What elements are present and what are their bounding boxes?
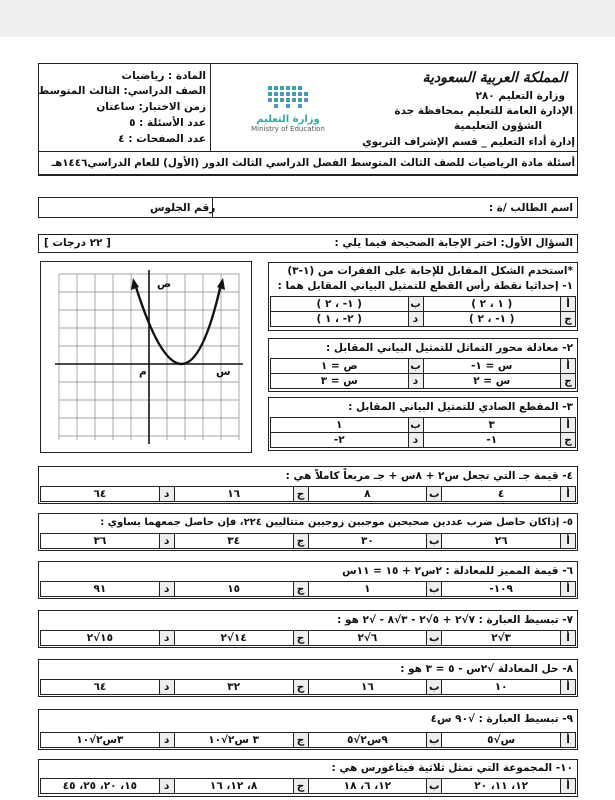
q10-letter-b: ب xyxy=(427,779,442,794)
q9-option-a[interactable]: س√٥ xyxy=(442,733,561,748)
parabola-graph-svg xyxy=(41,262,251,452)
administration-label: الإدارة العامة للتعليم بمحافظة جدة xyxy=(394,105,573,117)
q7-letter-b: ب xyxy=(427,631,442,646)
q4-letter-b: ب xyxy=(427,487,442,502)
q10-option-a[interactable]: ١٢، ١١، ٢٠ xyxy=(442,779,561,794)
time-label: زمن الاختبار: ساعتان xyxy=(96,101,206,113)
q1-option-a[interactable]: ( ١ ، ٢ ) xyxy=(423,297,561,312)
header-divider-2 xyxy=(38,175,578,176)
logo-arabic-text: وزارة التعليم xyxy=(256,114,320,125)
q2-option-c[interactable]: س = ٢ xyxy=(423,374,561,389)
q3-option-c[interactable]: ١- xyxy=(423,433,561,448)
q4-letter-c: ج xyxy=(293,487,308,502)
q5-letter-b: ب xyxy=(427,534,442,549)
q6-option-b[interactable]: ١ xyxy=(308,582,427,597)
q9-letter-b: ب xyxy=(427,733,442,748)
q1-letter-b: ب xyxy=(408,297,423,312)
q5-option-c[interactable]: ٣٤ xyxy=(174,534,293,549)
q3-letter-d: د xyxy=(408,433,423,448)
q3-option-d[interactable]: ٢- xyxy=(271,433,409,448)
subject-label: المادة : رياضيات xyxy=(121,70,206,82)
q10-letter-c: ج xyxy=(293,779,308,794)
q5-options xyxy=(40,533,576,549)
header-divider-vertical xyxy=(210,63,211,151)
q4-option-d[interactable]: ٦٤ xyxy=(41,487,160,502)
q3-option-a[interactable]: ٣ xyxy=(423,418,561,433)
q6-option-a[interactable]: ١٠٩- xyxy=(442,582,561,597)
graph-origin-label: م xyxy=(139,366,147,378)
q10-option-c[interactable]: ٨، ١٢، ١٦ xyxy=(174,779,293,794)
q9-letter-c: ج xyxy=(293,733,308,748)
pages-count-label: عدد الصفحات : ٤ xyxy=(118,133,206,145)
q6-text: ٦- قيمة المميز للمعادلة : ٢س٢ + ١٥ = ١١س xyxy=(342,565,573,577)
q5-option-d[interactable]: ٣٦ xyxy=(41,534,160,549)
q10-option-b[interactable]: ١٢، ٦، ١٨ xyxy=(308,779,427,794)
q8-letter-d: د xyxy=(159,680,174,695)
q8-option-d[interactable]: ٦٤ xyxy=(41,680,160,695)
q3-letter-c: ج xyxy=(561,433,576,448)
q10-letter-a: أ xyxy=(561,779,576,794)
logo-english-text: Ministry of Education xyxy=(251,125,325,133)
q1-option-d[interactable]: ( ٢- ، ١ ) xyxy=(271,312,409,327)
q6-options xyxy=(40,581,576,597)
q4-options xyxy=(40,486,576,502)
graph-x-label: س xyxy=(216,366,231,378)
q2-letter-b: ب xyxy=(408,359,423,374)
q4-letter-a: أ xyxy=(561,487,576,502)
q9-option-b[interactable]: ٩س٢√٥ xyxy=(308,733,427,748)
grade-label: الصف الدراسي: الثالث المتوسط xyxy=(38,85,206,97)
q2-letter-c: ج xyxy=(561,374,576,389)
q2-option-b[interactable]: ص = ١ xyxy=(271,359,409,374)
q1-letter-a: أ xyxy=(561,297,576,312)
q1-letter-c: ج xyxy=(561,312,576,327)
q3-text: ٣- المقطع الصادي للتمثيل البياني المقابل : xyxy=(348,401,573,413)
q8-letter-a: أ xyxy=(561,680,576,695)
q8-letter-c: ج xyxy=(293,680,308,695)
q10-letter-d: د xyxy=(159,779,174,794)
q5-letter-a: أ xyxy=(561,534,576,549)
q7-text: ٧- تبسيط العبارة : ٧√٢ + ٥√٢ - ٣√٨ - √٢ هو : xyxy=(337,614,573,626)
q3-option-b[interactable]: ١ xyxy=(271,418,409,433)
ministry-logo-icon xyxy=(238,82,338,110)
q8-option-a[interactable]: ١٠ xyxy=(442,680,561,695)
q6-option-d[interactable]: ٩١ xyxy=(41,582,160,597)
affairs-label: الشؤون التعليمية xyxy=(454,120,542,132)
q6-letter-a: أ xyxy=(561,582,576,597)
header-divider-1 xyxy=(38,151,578,152)
q5-text: ٥- إذاكان حاصل ضرب عددين صحيحين موجبين زوجيين متتاليين ٢٢٤، فإن حاصل جمعهما يساوي : xyxy=(100,517,573,528)
section1-title: السؤال الأول: اختر الإجابة الصحيحة فيما يلي : xyxy=(334,237,573,249)
q3-letter-a: أ xyxy=(561,418,576,433)
q10-option-d[interactable]: ١٥، ٢٠، ٢٥، ٤٥ xyxy=(41,779,160,794)
q9-options xyxy=(40,732,576,748)
q2-text: ٢- معادلة محور التماثل للتمثيل البياني المقابل : xyxy=(326,342,573,354)
q2-options xyxy=(270,358,576,389)
q7-letter-c: ج xyxy=(293,631,308,646)
browser-top-bar xyxy=(0,0,615,37)
q9-letter-d: د xyxy=(159,733,174,748)
q7-option-a[interactable]: ٣√٢ xyxy=(442,631,561,646)
q4-option-c[interactable]: ١٦ xyxy=(174,487,293,502)
graph-y-label: ص xyxy=(157,278,172,290)
q5-option-b[interactable]: ٣٠ xyxy=(308,534,427,549)
q7-letter-a: أ xyxy=(561,631,576,646)
q2-option-a[interactable]: س = ١- xyxy=(423,359,561,374)
ministry-logo xyxy=(238,82,338,133)
q6-letter-d: د xyxy=(159,582,174,597)
q9-letter-a: أ xyxy=(561,733,576,748)
exam-title: أسئلة مادة الرياضيات للصف الثالث المتوسط الفصل الدراسي الثالث الدور (الأول) للعام الدراسي١٤٤٦هـ xyxy=(51,157,575,169)
q5-option-a[interactable]: ٢٦ xyxy=(442,534,561,549)
q4-option-a[interactable]: ٤ xyxy=(442,487,561,502)
questions-count-label: عدد الأسئلة : ٥ xyxy=(129,117,206,129)
q7-option-c[interactable]: ١٤√٢ xyxy=(174,631,293,646)
section1-intro: *استخدم الشكل المقابل للإجابة على الفقرات من (١-٣) xyxy=(287,265,573,277)
q9-text: ٩- تبسيط العبارة : √٩٠ س٤ xyxy=(430,713,573,725)
student-name-label: اسم الطالب /ة : xyxy=(488,202,573,214)
q7-letter-d: د xyxy=(159,631,174,646)
department-label: إدارة أداء التعليم _ قسم الإشراف التربوي xyxy=(362,136,575,148)
q1-options xyxy=(270,296,576,327)
parabola-graph xyxy=(40,261,252,453)
q2-letter-d: د xyxy=(408,374,423,389)
q8-text: ٨- حل المعادلة √٢س - ٥ = ٣ هو : xyxy=(400,663,573,675)
q1-option-b[interactable]: ( ١- ، ٢ ) xyxy=(271,297,409,312)
q8-option-b[interactable]: ١٦ xyxy=(308,680,427,695)
q4-text: ٤- قيمة جـ التي تجعل س٢ + ٨س + جـ مربعاً كاملاً هي : xyxy=(285,470,573,482)
q9-option-d[interactable]: ٣س٢√١٠ xyxy=(41,733,160,748)
q2-option-d[interactable]: س = ٣ xyxy=(271,374,409,389)
parabola-curve xyxy=(135,284,221,364)
q3-options xyxy=(270,417,576,448)
q7-option-b[interactable]: ٦√٢ xyxy=(308,631,427,646)
q6-option-c[interactable]: ١٥ xyxy=(174,582,293,597)
ministry-label: وزارة التعليم ٢٨٠ xyxy=(475,90,565,102)
q9-option-c[interactable]: ٣ س٢√١٠ xyxy=(174,733,293,748)
q1-letter-d: د xyxy=(408,312,423,327)
q8-options xyxy=(40,679,576,695)
q5-letter-c: ج xyxy=(293,534,308,549)
q4-option-b[interactable]: ٨ xyxy=(308,487,427,502)
q10-text: ١٠- المجموعة التي تمثل ثلاثية فيثاغورس هي : xyxy=(331,762,573,774)
q5-letter-d: د xyxy=(159,534,174,549)
q7-options xyxy=(40,630,576,646)
q6-letter-c: ج xyxy=(293,582,308,597)
section1-marks: [ ٢٢ درجات ] xyxy=(44,237,111,249)
q1-text: ١- إحداثيا نقطة رأس القطع للتمثيل البياني المقابل هما : xyxy=(277,280,573,292)
kingdom-calligraphy: المملكة العربية السعودية xyxy=(422,70,567,86)
q4-letter-d: د xyxy=(159,487,174,502)
q10-options xyxy=(40,778,576,794)
q1-option-c[interactable]: ( ١- ، ٢ ) xyxy=(423,312,561,327)
q7-option-d[interactable]: ١٥√٢ xyxy=(41,631,160,646)
q3-letter-b: ب xyxy=(408,418,423,433)
q6-letter-b: ب xyxy=(427,582,442,597)
q2-letter-a: أ xyxy=(561,359,576,374)
seat-number-label: رقم الجلوس xyxy=(150,202,216,214)
q8-letter-b: ب xyxy=(427,680,442,695)
q8-option-c[interactable]: ٣٢ xyxy=(174,680,293,695)
